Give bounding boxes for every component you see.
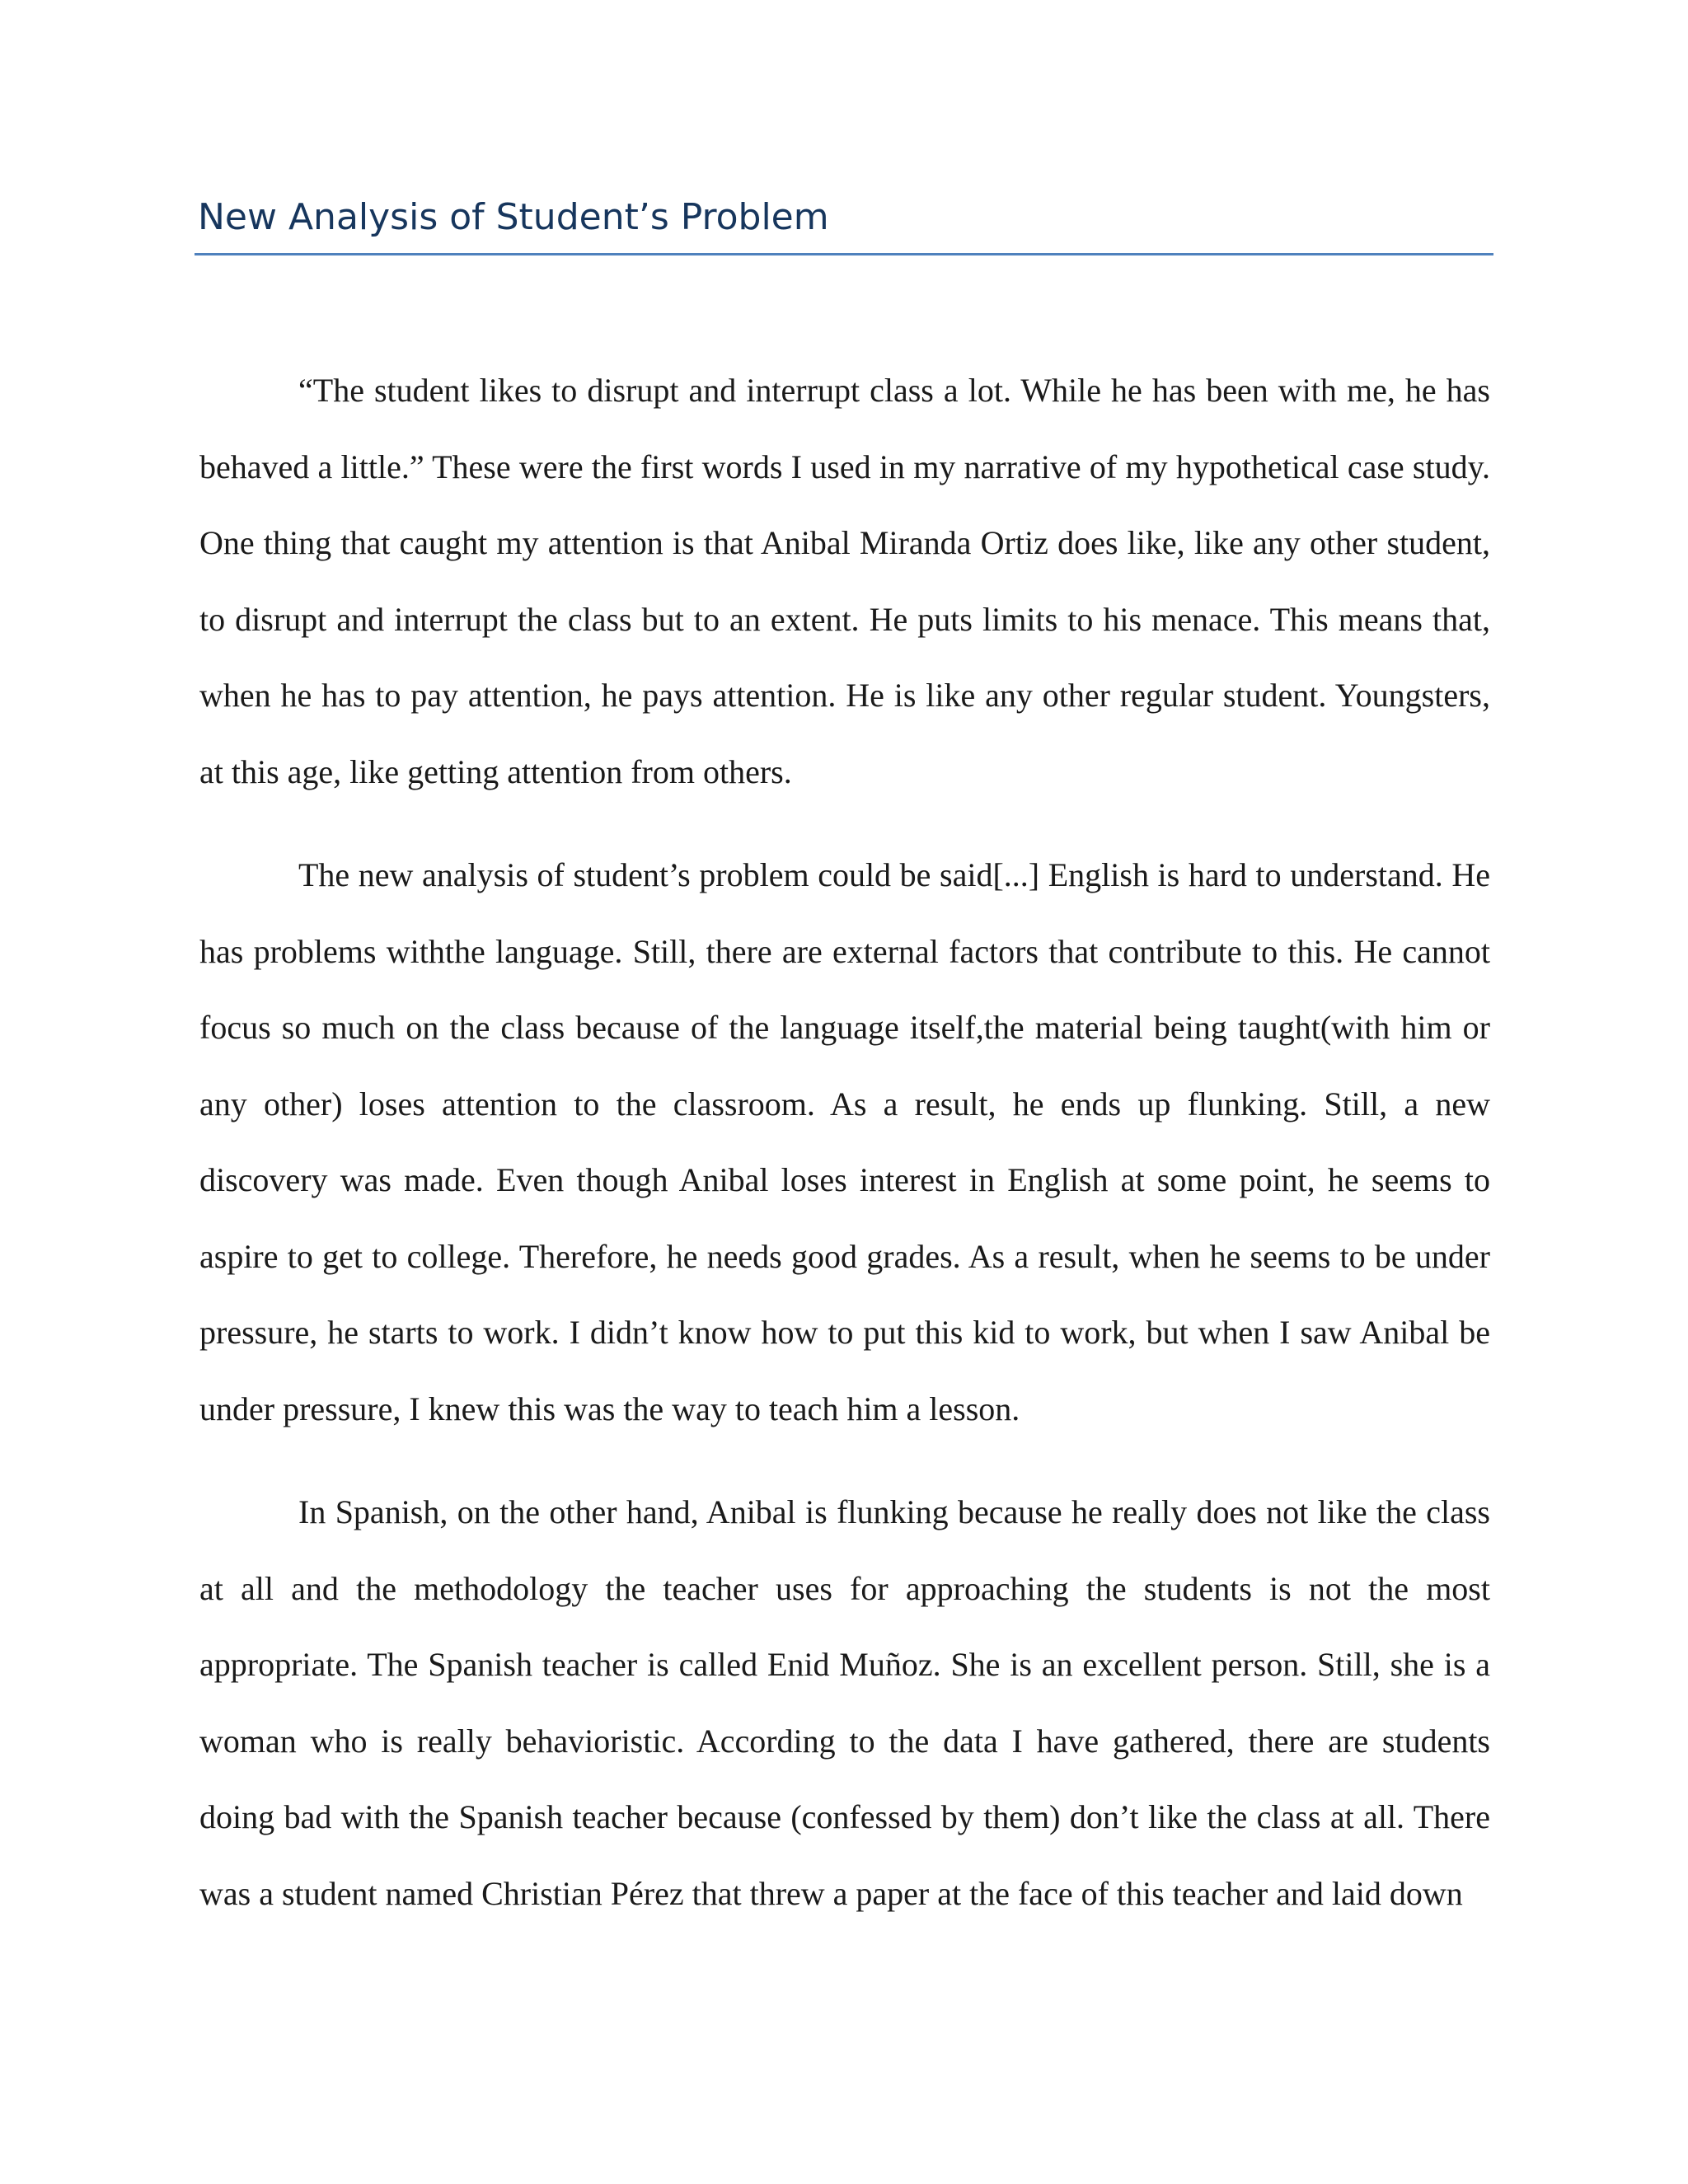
paragraph-3: In Spanish, on the other hand, Anibal is flunking because he really does not like the class at all and the methodology the teacher uses for approaching the students is not the most appropriate. The Spanish teacher is called Enid Muñoz. She is an excellent person. Still, she is a woman who is really behavioristic. According to the data I have gathered, there are students doing bad with the Spanish teacher because (confessed by them) don’t like the class at all. There was a student named Christian Pérez that threw a paper at the face of this teacher and laid down — [199, 1493, 1490, 1912]
heading-divider — [195, 253, 1493, 255]
paragraph-1: “The student likes to disrupt and interrupt class a lot. While he has been with me, he has behaved a little.” These were the first words I used in my narrative of my hypothetical case study. One thing that caught my attention is that Anibal Miranda Ortiz does like, like any other student, to disrupt and interrupt the class but to an extent. He puts limits to his menace. This means that, when he has to pay attention, he pays attention. He is like any other regular student. Youngsters, at this age, like getting attention from others. — [199, 372, 1490, 790]
page-title: New Analysis of Student’s Problem — [198, 196, 829, 238]
paragraph-2: The new analysis of student’s problem could be said[...] English is hard to understand. He has problems withthe language. Still, there are external factors that contribute to this. He cannot focus so much on the class because of the language itself,the material being taught(with him or any other) loses attention to the classroom. As a result, he ends up flunking. Still, a new discovery was made. Even though Anibal loses interest in English at some point, he seems to aspire to get to college. Therefore, he needs good grades. As a result, when he seems to be under pressure, he starts to work. I didn’t know how to put this kid to work, but when I saw Anibal be under pressure, I knew this was the way to teach him a lesson. — [199, 856, 1490, 1427]
document-body — [199, 353, 1490, 1959]
